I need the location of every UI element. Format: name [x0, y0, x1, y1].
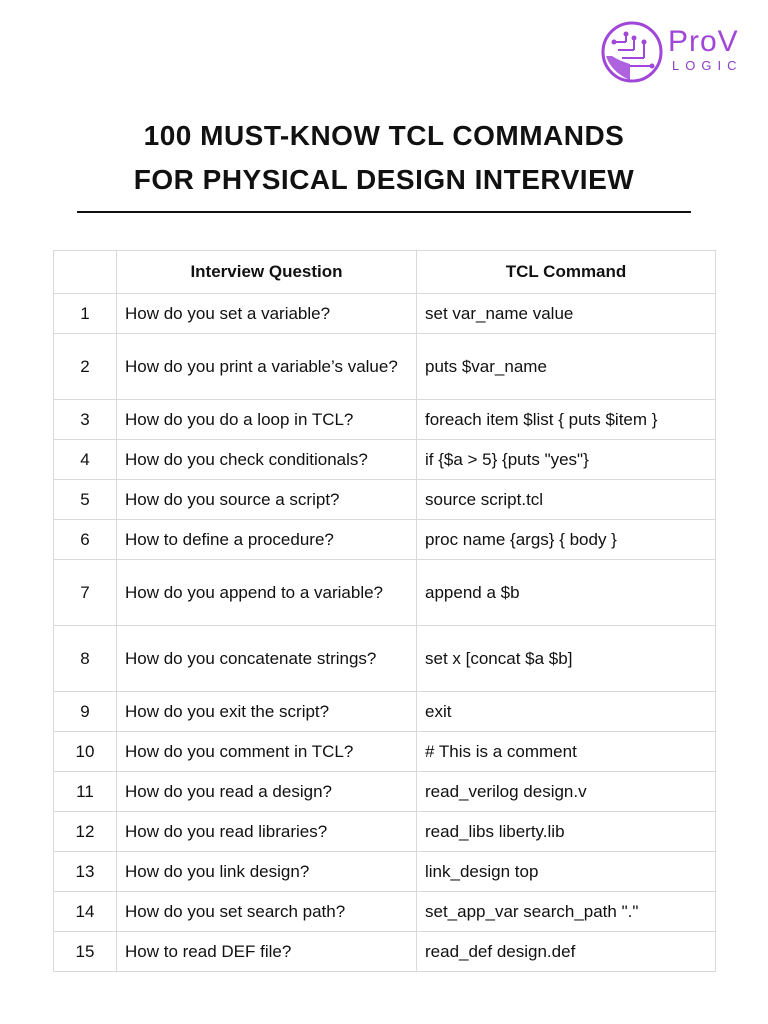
brand-tagline: LOGIC [672, 58, 743, 73]
row-command: link_design top [417, 852, 716, 892]
table-row [54, 400, 716, 440]
title-divider [77, 211, 691, 213]
row-command: source script.tcl [417, 480, 716, 520]
row-question: How do you set a variable? [117, 294, 417, 334]
table-header-row [54, 251, 716, 294]
row-number: 12 [54, 812, 117, 852]
row-command: set var_name value [417, 294, 716, 334]
row-number: 15 [54, 932, 117, 972]
header-number [54, 251, 117, 294]
table-row [54, 852, 716, 892]
table-row [54, 334, 716, 400]
row-command: set_app_var search_path "." [417, 892, 716, 932]
row-command: # This is a comment [417, 732, 716, 772]
header-command: TCL Command [417, 251, 716, 294]
table-row [54, 480, 716, 520]
table-row [54, 294, 716, 334]
table-row [54, 626, 716, 692]
page-title-line-1: 100 MUST-KNOW TCL COMMANDS [143, 120, 625, 151]
row-number: 11 [54, 772, 117, 812]
table-row [54, 812, 716, 852]
header-question: Interview Question [117, 251, 417, 294]
row-question: How do you source a script? [117, 480, 417, 520]
table-row [54, 692, 716, 732]
row-command: foreach item $list { puts $item } [417, 400, 716, 440]
row-question: How to read DEF file? [117, 932, 417, 972]
table-row [54, 932, 716, 972]
table-row [54, 732, 716, 772]
page-title [0, 114, 768, 202]
row-question: How do you link design? [117, 852, 417, 892]
row-question: How do you exit the script? [117, 692, 417, 732]
row-question: How do you read libraries? [117, 812, 417, 852]
row-command: read_verilog design.v [417, 772, 716, 812]
row-command: if {$a > 5} {puts "yes"} [417, 440, 716, 480]
row-command: append a $b [417, 560, 716, 626]
table-row [54, 560, 716, 626]
row-command: read_def design.def [417, 932, 716, 972]
row-question: How do you do a loop in TCL? [117, 400, 417, 440]
brand-name: ProV [668, 25, 739, 58]
row-number: 8 [54, 626, 117, 692]
row-command: read_libs liberty.lib [417, 812, 716, 852]
row-question: How do you append to a variable? [117, 560, 417, 626]
row-number: 2 [54, 334, 117, 400]
row-number: 10 [54, 732, 117, 772]
row-question: How do you check conditionals? [117, 440, 417, 480]
tcl-commands-table [53, 250, 716, 972]
row-number: 6 [54, 520, 117, 560]
row-number: 3 [54, 400, 117, 440]
row-command: puts $var_name [417, 334, 716, 400]
row-number: 13 [54, 852, 117, 892]
row-number: 5 [54, 480, 117, 520]
brand-logo [600, 20, 750, 84]
row-question: How do you print a variable’s value? [117, 334, 417, 400]
row-question: How do you set search path? [117, 892, 417, 932]
row-number: 7 [54, 560, 117, 626]
row-question: How do you comment in TCL? [117, 732, 417, 772]
prov-logic-logo-icon [600, 20, 664, 84]
table-row [54, 892, 716, 932]
row-command: proc name {args} { body } [417, 520, 716, 560]
brand-wordmark [668, 26, 742, 74]
table-row [54, 520, 716, 560]
row-question: How do you concatenate strings? [117, 626, 417, 692]
page-title-line-2: FOR PHYSICAL DESIGN INTERVIEW [133, 164, 635, 195]
table-row [54, 772, 716, 812]
row-command: exit [417, 692, 716, 732]
row-number: 1 [54, 294, 117, 334]
row-question: How do you read a design? [117, 772, 417, 812]
table-row [54, 440, 716, 480]
row-command: set x [concat $a $b] [417, 626, 716, 692]
row-number: 4 [54, 440, 117, 480]
row-question: How to define a procedure? [117, 520, 417, 560]
row-number: 14 [54, 892, 117, 932]
row-number: 9 [54, 692, 117, 732]
